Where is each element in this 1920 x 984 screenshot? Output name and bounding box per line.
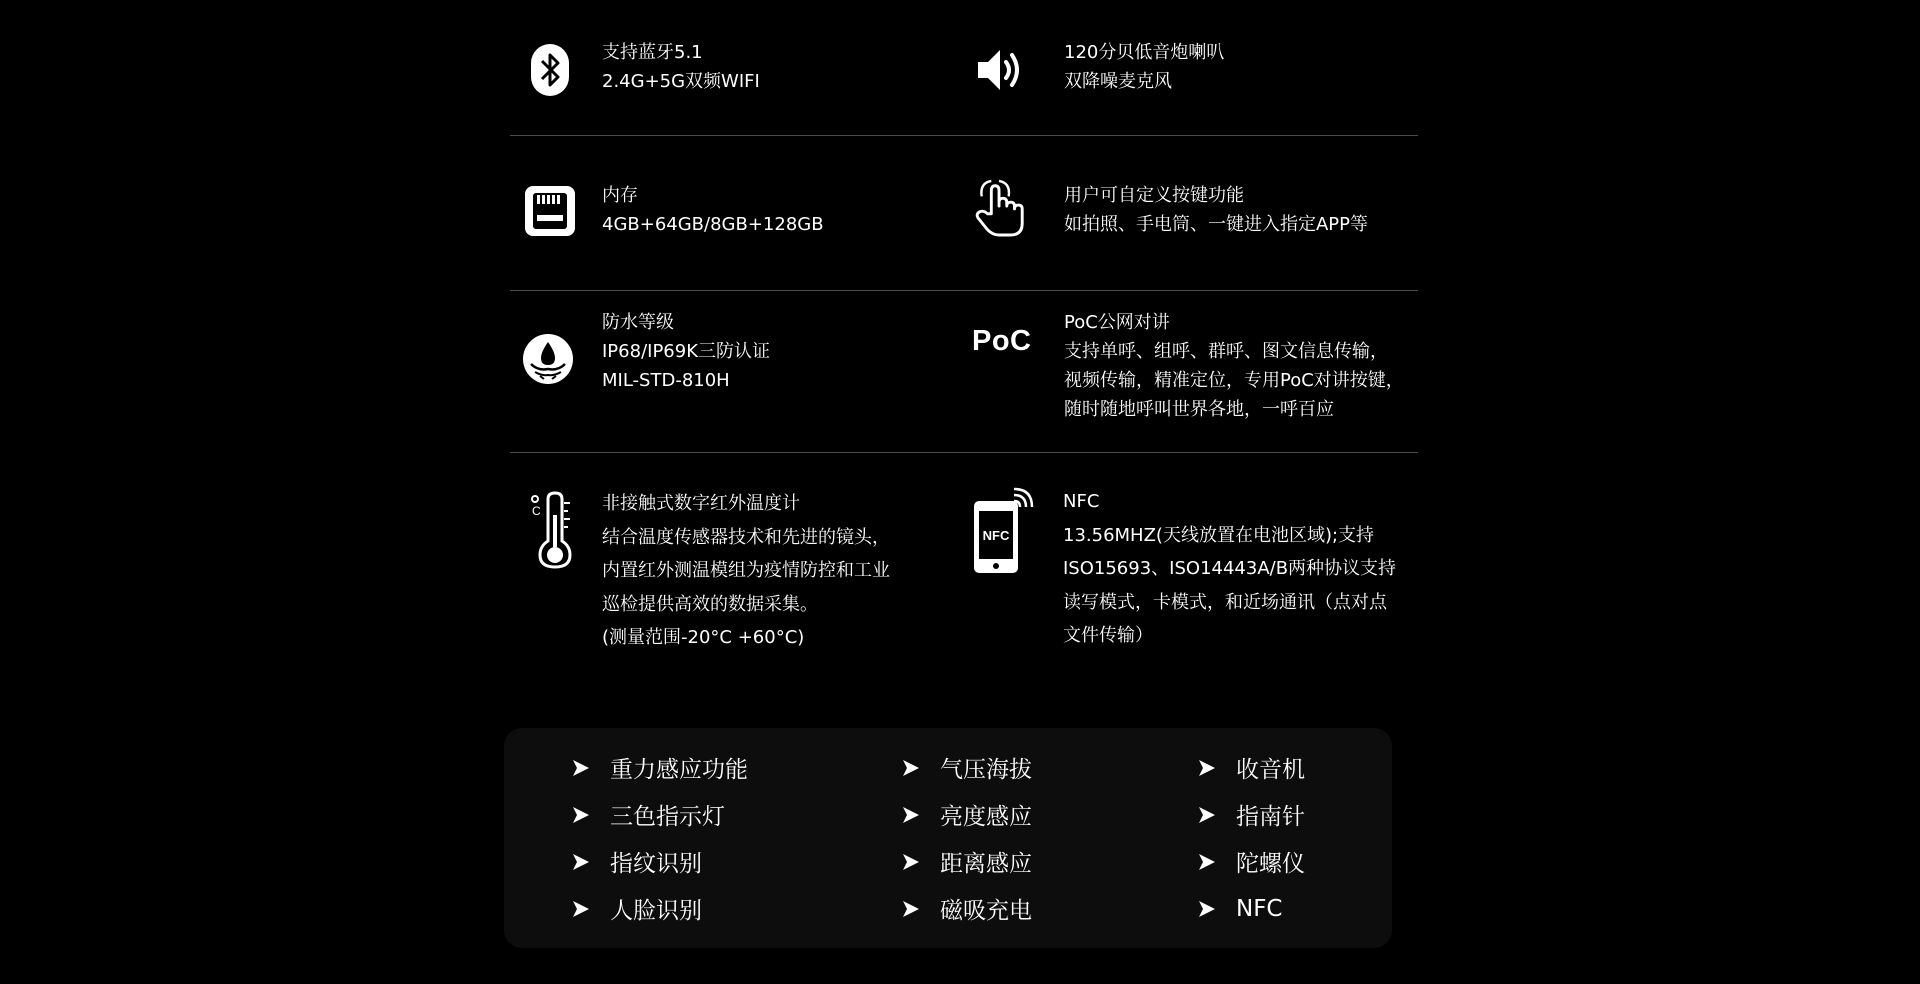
features-column <box>1198 744 1305 932</box>
spec-line: 巡检提供高效的数据采集。 <box>602 593 818 615</box>
feature-label: NFC <box>1236 895 1283 922</box>
spec-line: 视频传输，精准定位，专用PoC对讲按键， <box>1064 370 1404 391</box>
spec-line: IP68/IP69K三防认证 <box>602 341 771 362</box>
arrow-right-icon <box>902 900 920 918</box>
spec-line: 支持单呼、组呼、群呼、图文信息传输， <box>1064 341 1388 362</box>
spec-text <box>602 487 890 655</box>
features-column <box>572 744 748 932</box>
spec-text <box>602 38 760 96</box>
spec-line: 双降噪麦克风 <box>1064 71 1172 92</box>
spec-cell-thermometer <box>510 453 960 653</box>
memory-card-icon <box>522 176 578 246</box>
spec-line: 120分贝低音炮喇叭 <box>1064 42 1225 63</box>
spec-line: MIL-STD-810H <box>602 370 730 391</box>
spec-line: 支持蓝牙5.1 <box>602 42 703 63</box>
feature-item <box>572 744 748 791</box>
spec-text <box>602 308 770 395</box>
waterproof-icon <box>520 324 576 394</box>
spec-cell-nfc <box>962 453 1418 653</box>
features-column <box>902 744 1032 932</box>
arrow-right-icon <box>572 853 590 871</box>
thermometer-icon <box>524 491 580 571</box>
feature-item <box>1198 744 1305 791</box>
feature-label: 陀螺仪 <box>1236 851 1305 877</box>
feature-label: 指南针 <box>1236 804 1305 830</box>
spec-row <box>510 0 1418 136</box>
spec-text <box>1063 485 1396 653</box>
features-panel <box>504 728 1392 948</box>
spec-line: 4GB+64GB/8GB+128GB <box>602 214 824 235</box>
feature-item <box>572 838 748 885</box>
speaker-icon <box>972 35 1028 105</box>
spec-cell-poc <box>962 291 1418 452</box>
spec-line: 13.56MHZ(天线放置在电池区域);支持 <box>1063 524 1375 546</box>
arrow-right-icon <box>572 759 590 777</box>
arrow-right-icon <box>1198 759 1216 777</box>
spec-text <box>1064 181 1368 239</box>
feature-label: 指纹识别 <box>610 851 702 877</box>
feature-label: 人脸识别 <box>610 898 702 924</box>
spec-line: 非接触式数字红外温度计 <box>602 493 800 514</box>
spec-table <box>510 0 1418 653</box>
spec-line: 如拍照、手电筒、一键进入指定APP等 <box>1064 214 1369 235</box>
spec-line: NFC <box>1063 491 1100 512</box>
arrow-right-icon <box>902 806 920 824</box>
touch-hand-icon <box>972 172 1028 242</box>
spec-line: 内存 <box>602 185 638 206</box>
poc-icon <box>972 306 1032 376</box>
spec-cell-waterproof <box>510 291 960 452</box>
feature-item <box>902 885 1032 932</box>
spec-line: 结合温度传感器技术和先进的镜头， <box>602 526 890 548</box>
spec-line: 用户可自定义按键功能 <box>1064 185 1244 206</box>
spec-line: ISO15693、ISO14443A/B两种协议支持 <box>1063 558 1397 579</box>
feature-item <box>1198 885 1305 932</box>
feature-item <box>1198 791 1305 838</box>
arrow-right-icon <box>902 759 920 777</box>
arrow-right-icon <box>902 853 920 871</box>
feature-label: 气压海拔 <box>940 757 1032 783</box>
spec-row <box>510 136 1418 291</box>
spec-row <box>510 291 1418 453</box>
arrow-right-icon <box>572 900 590 918</box>
spec-row <box>510 453 1418 653</box>
poc-icon-text: PoC <box>972 324 1032 357</box>
feature-label: 距离感应 <box>940 851 1032 877</box>
spec-line: 随时随地呼叫世界各地，一呼百应 <box>1064 399 1334 420</box>
spec-line: 内置红外测温模组为疫情防控和工业 <box>602 560 890 581</box>
feature-item <box>572 885 748 932</box>
spec-cell-memory <box>510 136 960 290</box>
spec-line: 文件传输） <box>1063 625 1153 646</box>
arrow-right-icon <box>1198 853 1216 871</box>
spec-line: (测量范围-20°C +60°C) <box>602 627 805 648</box>
feature-label: 亮度感应 <box>940 804 1032 830</box>
feature-label: 收音机 <box>1236 757 1305 783</box>
arrow-right-icon <box>1198 806 1216 824</box>
svg-text:C: C <box>532 504 541 518</box>
spec-text <box>1064 38 1224 96</box>
spec-cell-custom-keys <box>962 136 1418 290</box>
feature-item <box>902 838 1032 885</box>
feature-label: 重力感应功能 <box>610 757 748 783</box>
feature-item <box>902 791 1032 838</box>
spec-line: 防水等级 <box>602 312 674 333</box>
spec-line: 2.4G+5G双频WIFI <box>602 71 760 92</box>
spec-cell-speaker <box>962 0 1418 135</box>
spec-line: PoC公网对讲 <box>1064 312 1170 333</box>
nfc-icon-text: NFC <box>982 528 1010 543</box>
spec-cell-bluetooth <box>510 0 960 135</box>
feature-item <box>572 791 748 838</box>
arrow-right-icon <box>1198 900 1216 918</box>
spec-line: 读写模式，卡模式，和近场通讯（点对点 <box>1063 591 1387 613</box>
feature-label: 磁吸充电 <box>940 898 1032 924</box>
spec-text <box>602 181 824 239</box>
arrow-right-icon <box>572 806 590 824</box>
bluetooth-icon <box>522 35 578 105</box>
feature-label: 三色指示灯 <box>610 804 725 830</box>
spec-text <box>1064 308 1404 424</box>
nfc-phone-icon <box>970 487 1034 577</box>
feature-item <box>902 744 1032 791</box>
feature-item <box>1198 838 1305 885</box>
